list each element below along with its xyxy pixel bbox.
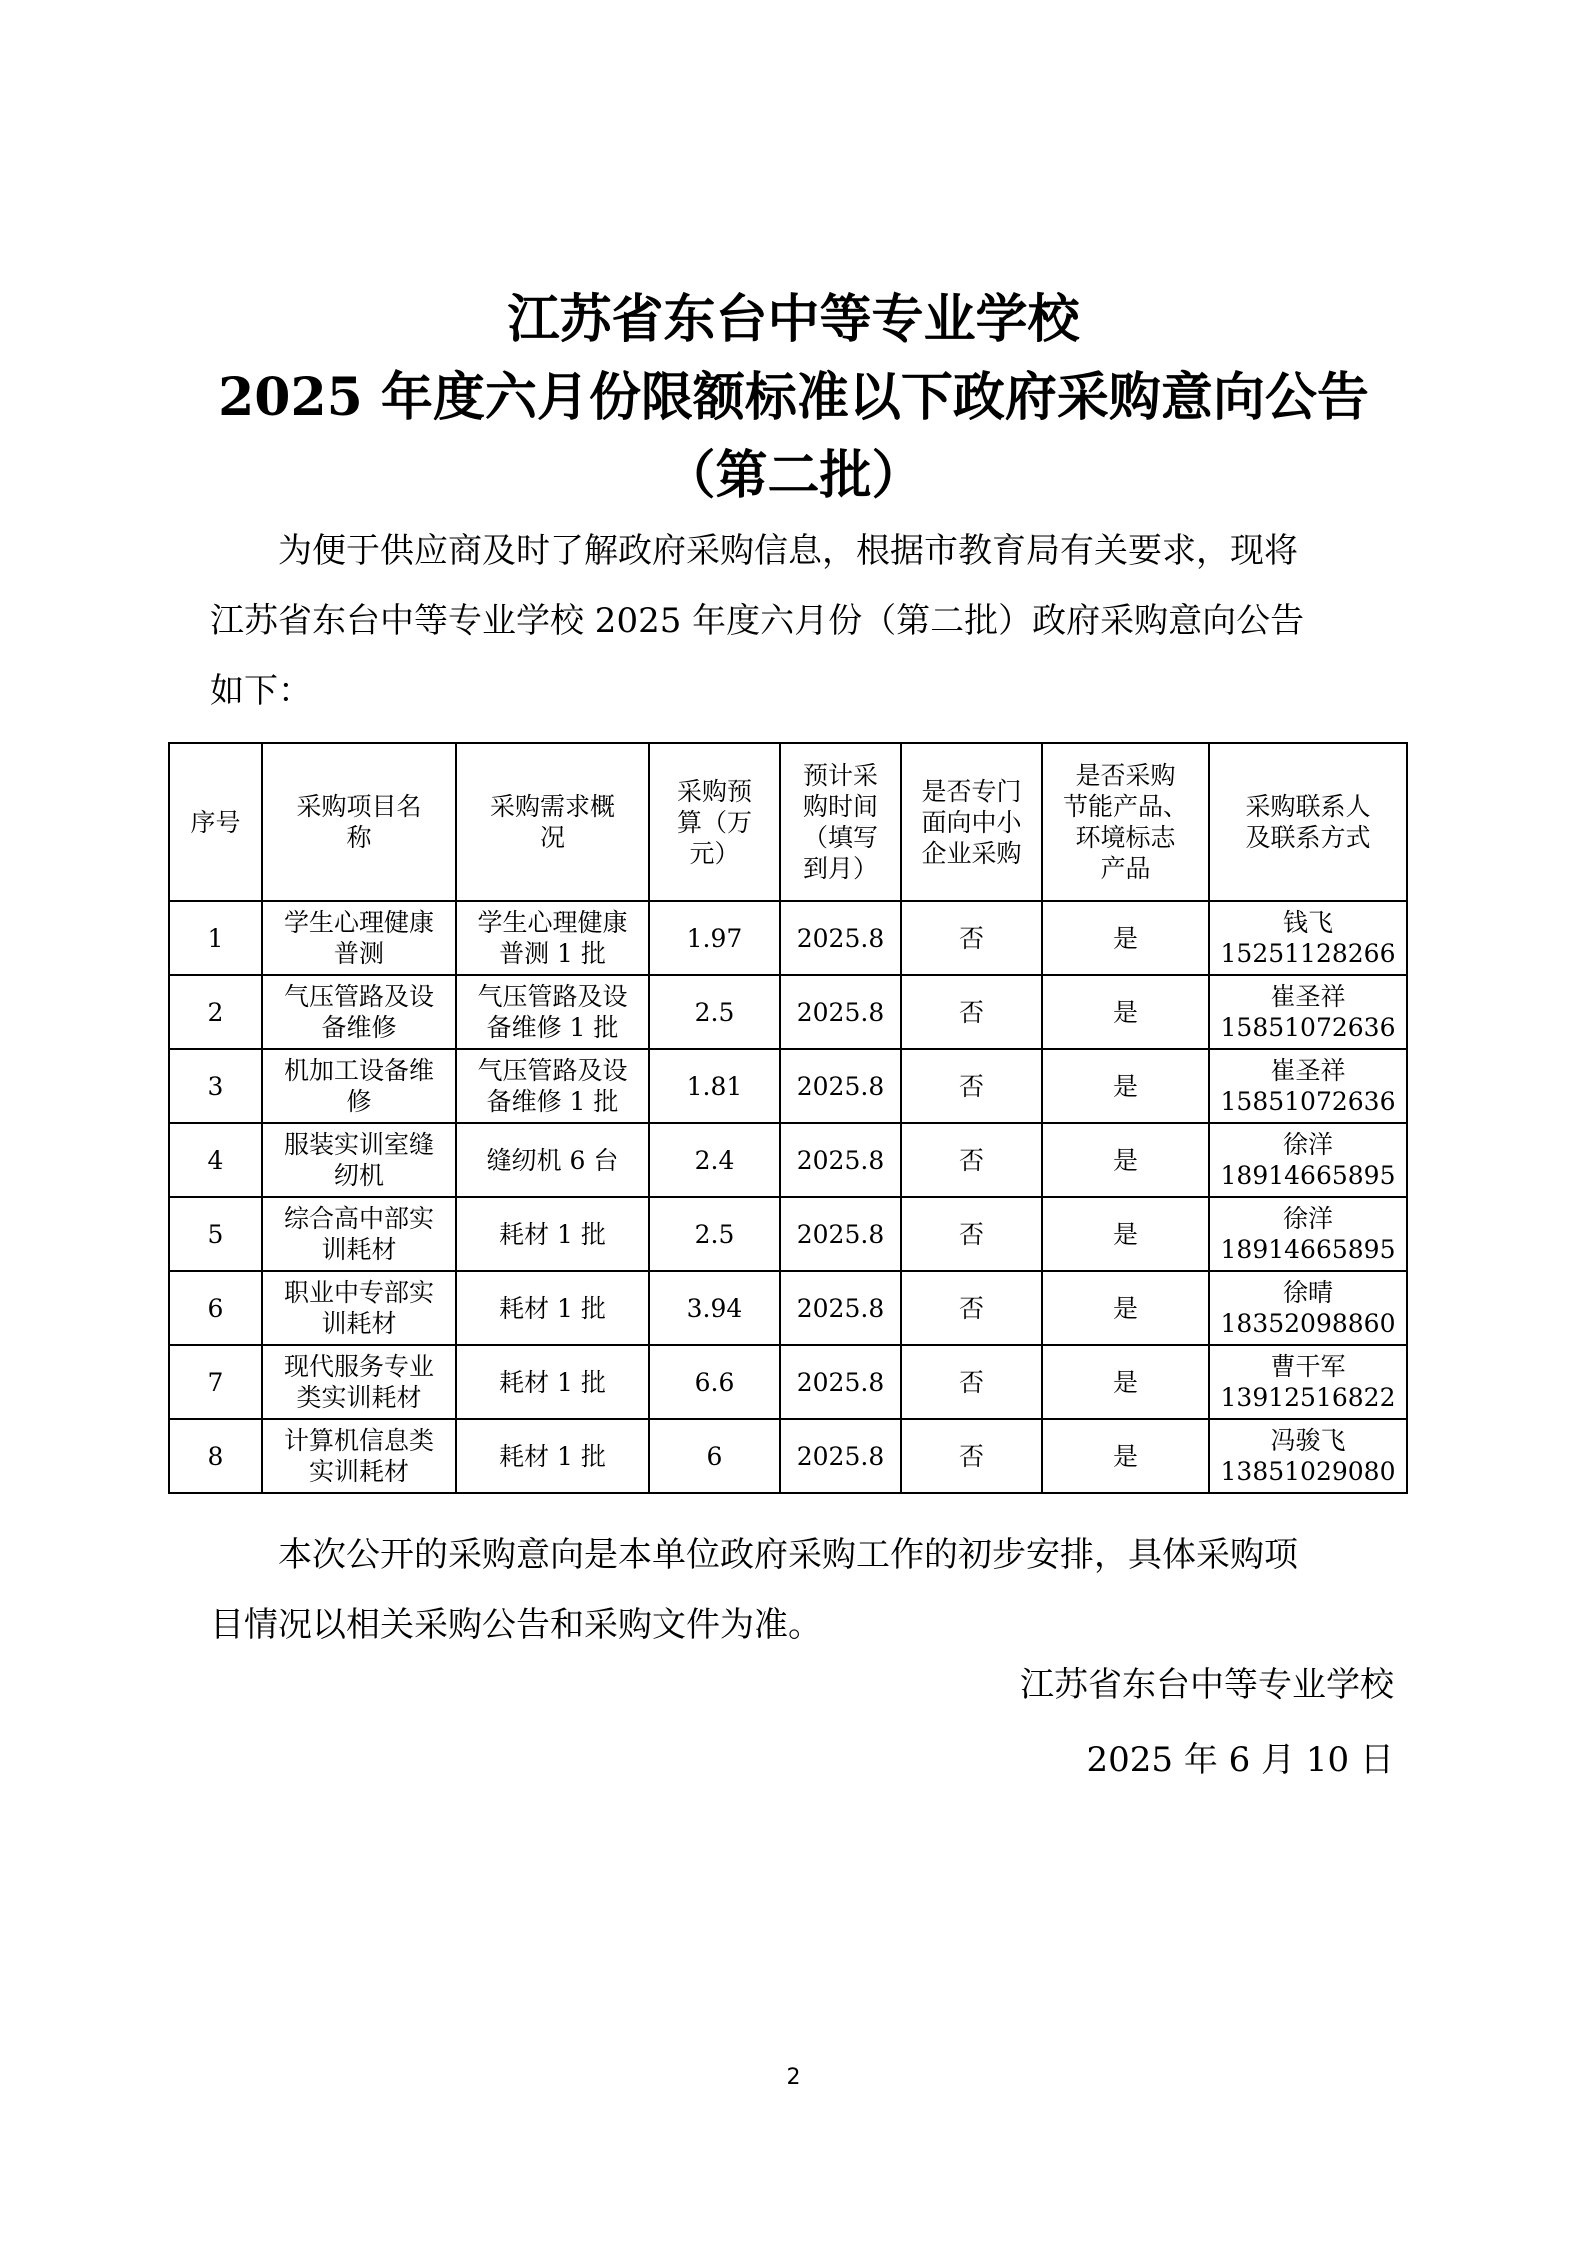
column-header-line: 购时间 <box>802 792 878 821</box>
column-header-line: 产品 <box>1100 854 1151 883</box>
column-header-line: 节能产品、 <box>1062 792 1188 821</box>
cell-budget: 1.81 <box>649 1049 780 1123</box>
column-header-line: 是否采购 <box>1075 761 1176 790</box>
table-row <box>169 1123 1407 1197</box>
cell-requirement-line: 备维修 1 批 <box>486 1013 619 1042</box>
cell-project-name-line: 修 <box>346 1087 372 1116</box>
cell-contact-line: 13912516822 <box>1220 1383 1396 1412</box>
cell-sme-only: 否 <box>901 975 1042 1049</box>
cell-project-name <box>262 1419 456 1493</box>
cell-project-name-line: 机加工设备维 <box>283 1056 434 1085</box>
table-row <box>169 975 1407 1049</box>
cell-project-name <box>262 1123 456 1197</box>
cell-project-name <box>262 975 456 1049</box>
cell-contact <box>1209 1049 1407 1123</box>
column-header <box>262 743 456 901</box>
cell-contact-line: 崔圣祥 <box>1270 982 1346 1011</box>
cell-project-name-line: 类实训耗材 <box>296 1383 422 1412</box>
closing-paragraph <box>210 1520 1394 1660</box>
closing-line-1-text: 本次公开的采购意向是本单位政府采购工作的初步安排，具体采购项 <box>278 1535 1298 1575</box>
cell-requirement-line: 备维修 1 批 <box>486 1087 619 1116</box>
cell-requirement-line: 耗材 1 批 <box>499 1367 606 1397</box>
column-header-line: 算（万 <box>676 807 752 837</box>
cell-requirement <box>456 1345 649 1419</box>
column-header-line: 采购项目名 <box>296 792 422 821</box>
cell-requirement <box>456 1123 649 1197</box>
column-header-line: 是否专门 <box>921 776 1022 806</box>
column-header <box>649 743 780 901</box>
cell-serial-number: 7 <box>169 1345 262 1419</box>
cell-green-product: 是 <box>1042 975 1209 1049</box>
column-header-line: 及联系方式 <box>1245 823 1371 852</box>
intro-line-1-text: 为便于供应商及时了解政府采购信息，根据市教育局有关要求，现将 <box>278 531 1298 571</box>
column-header <box>1209 743 1407 901</box>
cell-contact-line: 徐晴 <box>1282 1278 1333 1307</box>
cell-green-product: 是 <box>1042 1419 1209 1493</box>
cell-budget: 3.94 <box>649 1271 780 1345</box>
cell-requirement <box>456 975 649 1049</box>
cell-contact <box>1209 1345 1407 1419</box>
cell-contact-line: 13851029080 <box>1220 1457 1396 1486</box>
cell-contact <box>1209 1197 1407 1271</box>
table-row <box>169 1271 1407 1345</box>
cell-project-name-line: 纫机 <box>333 1161 384 1190</box>
column-header <box>780 743 901 901</box>
cell-project-name <box>262 1345 456 1419</box>
cell-green-product: 是 <box>1042 1271 1209 1345</box>
cell-requirement <box>456 1049 649 1123</box>
table-row <box>169 1197 1407 1271</box>
cell-purchase-time: 2025.8 <box>780 901 901 975</box>
cell-contact-line: 冯骏飞 <box>1270 1426 1346 1455</box>
cell-project-name <box>262 1271 456 1345</box>
page-number: 2 <box>786 2065 801 2090</box>
cell-sme-only: 否 <box>901 1345 1042 1419</box>
column-header <box>456 743 649 901</box>
cell-requirement-line: 缝纫机 6 台 <box>486 1145 619 1175</box>
cell-serial-number: 4 <box>169 1123 262 1197</box>
cell-contact-line: 18914665895 <box>1220 1161 1396 1190</box>
column-header <box>1042 743 1209 901</box>
cell-contact-line: 徐洋 <box>1282 1204 1333 1233</box>
cell-budget: 2.5 <box>649 975 780 1049</box>
document-title-line-2: 2025 年度六月份限额标准以下政府采购意向公告 <box>218 367 1369 428</box>
cell-budget: 6 <box>649 1419 780 1493</box>
cell-project-name <box>262 1197 456 1271</box>
cell-serial-number: 8 <box>169 1419 262 1493</box>
intro-line-1 <box>210 516 1394 586</box>
column-header-line: 企业采购 <box>921 838 1022 868</box>
cell-contact <box>1209 1271 1407 1345</box>
column-header-line: 采购预 <box>676 776 752 806</box>
cell-purchase-time: 2025.8 <box>780 1197 901 1271</box>
cell-purchase-time: 2025.8 <box>780 1049 901 1123</box>
cell-contact-line: 徐洋 <box>1282 1130 1333 1159</box>
cell-purchase-time: 2025.8 <box>780 1419 901 1493</box>
cell-sme-only: 否 <box>901 901 1042 975</box>
cell-green-product: 是 <box>1042 1123 1209 1197</box>
cell-sme-only: 否 <box>901 1419 1042 1493</box>
column-header-line: 采购需求概 <box>489 792 615 821</box>
intro-line-3: 如下： <box>210 671 312 711</box>
cell-requirement <box>456 1271 649 1345</box>
procurement-table <box>168 742 1408 1494</box>
cell-budget: 6.6 <box>649 1345 780 1419</box>
cell-requirement-line: 普测 1 批 <box>499 939 606 968</box>
cell-project-name-line: 服装实训室缝 <box>283 1130 434 1159</box>
cell-purchase-time: 2025.8 <box>780 1123 901 1197</box>
cell-serial-number: 1 <box>169 901 262 975</box>
column-header-line: 称 <box>346 823 372 852</box>
cell-sme-only: 否 <box>901 1049 1042 1123</box>
document-title-line-1: 江苏省东台中等专业学校 <box>507 289 1080 350</box>
cell-requirement-line: 气压管路及设 <box>477 1056 628 1085</box>
column-header-line: 面向中小 <box>921 807 1022 837</box>
cell-purchase-time: 2025.8 <box>780 1345 901 1419</box>
cell-requirement-line: 耗材 1 批 <box>499 1441 606 1471</box>
column-header-line: 况 <box>539 823 565 852</box>
cell-contact-line: 18352098860 <box>1220 1309 1396 1338</box>
column-header <box>901 743 1042 901</box>
cell-serial-number: 6 <box>169 1271 262 1345</box>
cell-project-name-line: 训耗材 <box>321 1309 397 1338</box>
closing-line-1 <box>210 1520 1394 1590</box>
cell-green-product: 是 <box>1042 901 1209 975</box>
cell-requirement <box>456 901 649 975</box>
cell-project-name <box>262 901 456 975</box>
cell-project-name-line: 训耗材 <box>321 1235 397 1264</box>
document-title-line-3: （第二批） <box>663 445 924 506</box>
signature-organization: 江苏省东台中等专业学校 <box>1020 1665 1394 1705</box>
column-header-line: 采购联系人 <box>1245 792 1371 821</box>
table-row <box>169 1419 1407 1493</box>
intro-paragraph <box>210 516 1394 726</box>
cell-requirement <box>456 1197 649 1271</box>
table-body <box>169 901 1407 1493</box>
cell-purchase-time: 2025.8 <box>780 975 901 1049</box>
intro-line-2: 江苏省东台中等专业学校 2025 年度六月份（第二批）政府采购意向公告 <box>210 601 1305 641</box>
cell-project-name-line: 备维修 <box>321 1013 397 1042</box>
cell-requirement <box>456 1419 649 1493</box>
cell-contact-line: 钱飞 <box>1282 908 1333 937</box>
cell-green-product: 是 <box>1042 1049 1209 1123</box>
cell-budget: 2.5 <box>649 1197 780 1271</box>
cell-green-product: 是 <box>1042 1197 1209 1271</box>
cell-contact-line: 15251128266 <box>1220 939 1396 968</box>
closing-line-2: 目情况以相关采购公告和采购文件为准。 <box>210 1605 822 1645</box>
cell-project-name-line: 职业中专部实 <box>283 1278 434 1307</box>
cell-contact <box>1209 1419 1407 1493</box>
cell-green-product: 是 <box>1042 1345 1209 1419</box>
cell-contact-line: 崔圣祥 <box>1270 1056 1346 1085</box>
column-header <box>169 743 262 901</box>
column-header-line: 预计采 <box>802 761 878 790</box>
signature-date: 2025 年 6 月 10 日 <box>1086 1740 1394 1780</box>
cell-requirement-line: 耗材 1 批 <box>499 1293 606 1323</box>
cell-project-name-line: 现代服务专业 <box>283 1352 434 1381</box>
cell-contact-line: 15851072636 <box>1220 1087 1396 1116</box>
column-header-line: 到月） <box>802 854 878 883</box>
cell-contact-line: 曹干军 <box>1270 1352 1346 1381</box>
column-header-line: （填写 <box>802 823 878 852</box>
cell-contact-line: 18914665895 <box>1220 1235 1396 1264</box>
cell-project-name-line: 计算机信息类 <box>283 1426 434 1455</box>
column-header-line: 序号 <box>190 807 241 837</box>
cell-requirement-line: 耗材 1 批 <box>499 1219 606 1249</box>
cell-serial-number: 2 <box>169 975 262 1049</box>
cell-requirement-line: 学生心理健康 <box>477 908 628 937</box>
cell-project-name <box>262 1049 456 1123</box>
cell-project-name-line: 实训耗材 <box>308 1457 409 1486</box>
table-header-row <box>169 743 1407 901</box>
cell-requirement-line: 气压管路及设 <box>477 982 628 1011</box>
cell-serial-number: 3 <box>169 1049 262 1123</box>
cell-contact-line: 15851072636 <box>1220 1013 1396 1042</box>
cell-contact <box>1209 1123 1407 1197</box>
cell-sme-only: 否 <box>901 1123 1042 1197</box>
cell-contact <box>1209 975 1407 1049</box>
cell-budget: 2.4 <box>649 1123 780 1197</box>
table-row <box>169 901 1407 975</box>
cell-project-name-line: 综合高中部实 <box>283 1204 434 1233</box>
cell-budget: 1.97 <box>649 901 780 975</box>
table-row <box>169 1345 1407 1419</box>
cell-project-name-line: 普测 <box>333 939 384 968</box>
cell-project-name-line: 气压管路及设 <box>283 982 434 1011</box>
cell-contact <box>1209 901 1407 975</box>
table-row <box>169 1049 1407 1123</box>
cell-sme-only: 否 <box>901 1271 1042 1345</box>
column-header-line: 元） <box>689 838 740 868</box>
cell-project-name-line: 学生心理健康 <box>283 908 434 937</box>
cell-purchase-time: 2025.8 <box>780 1271 901 1345</box>
cell-sme-only: 否 <box>901 1197 1042 1271</box>
cell-serial-number: 5 <box>169 1197 262 1271</box>
column-header-line: 环境标志 <box>1075 823 1176 852</box>
